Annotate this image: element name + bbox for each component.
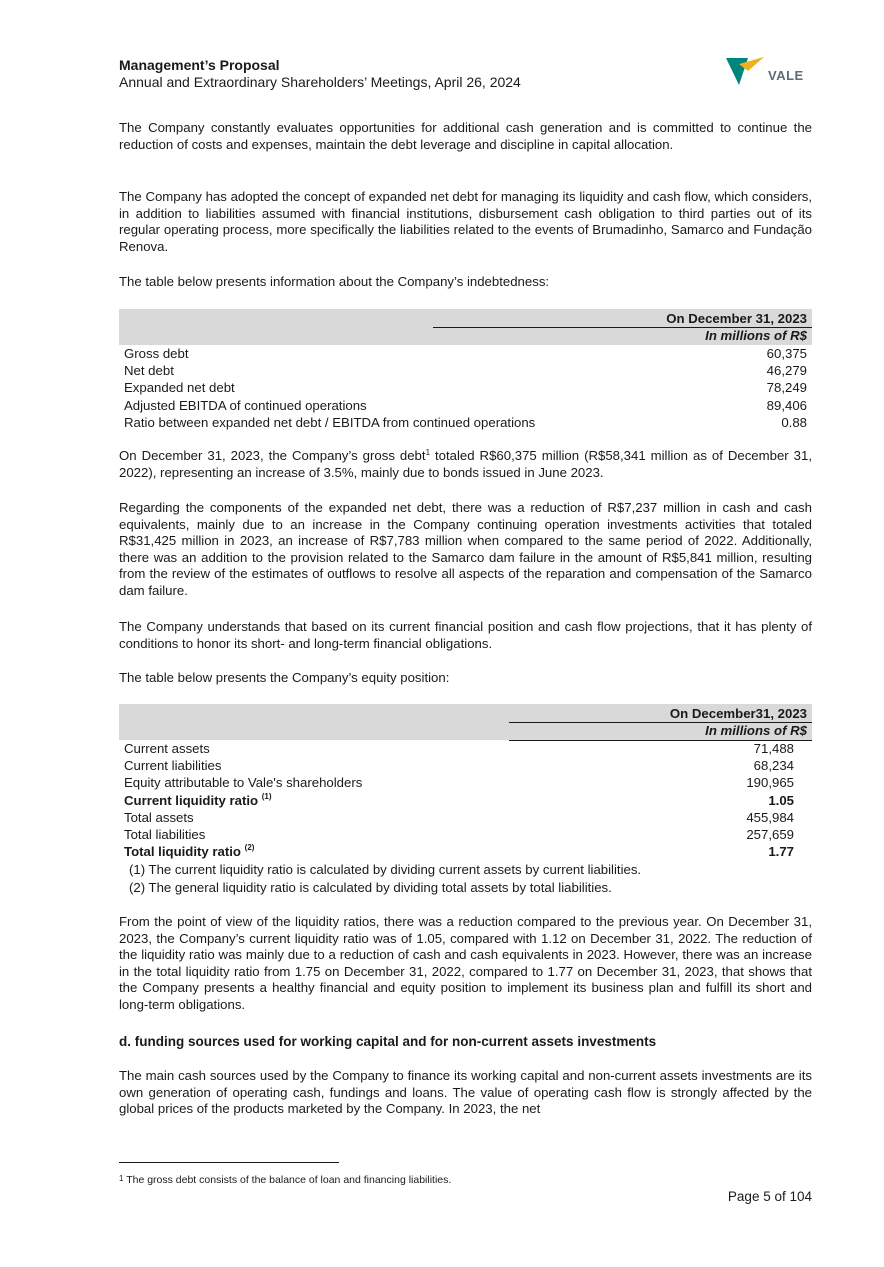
table-header-date: On December 31, 2023 — [666, 311, 807, 326]
table-row: Adjusted EBITDA of continued operations 89,406 — [124, 397, 807, 413]
paragraph-4: On December 31, 2023, the Company’s gross debt$^1$ totaled R$60,375 million (R$58,341 million as of December 31, 2022), representing an increase of 3.5%, mainly due to bonds issued in June 2023. — [119, 448, 812, 480]
table-note: (1) The current liquidity ratio is calculated by dividing current assets by current liabilities. — [129, 862, 642, 877]
paragraph-8: From the point of view of the liquidity ratios, there was a reduction compared to the previous year. On December 31, 2023, the Company’s current liquidity ratio was of 1.05, compared with 1.12 on December 31, 2022. The reduction of the liquidity ratio was mainly due to a reduction of cash and cash equivalents in 2023. However, there was an increase in the total liquidity ratio from 1.75 on December 31, 2022, compared to 1.77 on December 31, 2023, that shows that the Company presents a healthy financial and equity position to implement its business plan and fulfill its short and long-term obligations. — [119, 914, 812, 1012]
table-note: (2) The general liquidity ratio is calculated by dividing total assets by total liabilities. — [129, 879, 612, 895]
footnote — [119, 1174, 451, 1186]
header-subtitle: Annual and Extraordinary Shareholders’ Meetings, April 26, 2024 — [119, 74, 521, 90]
paragraph-5: Regarding the components of the expanded net debt, there was a reduction of R$7,237 million in cash and cash equivalents, mainly due to an increase in the Company continuing operation investments activities that totaled R$31,425 million in 2023, an increase of R$7,783 million when compared to the same period of 2022. Additionally, there was an addition to the provision related to the Samarco dam failure in the amount of R$5,841 million, resulting from the review of the estimates of outflows to resolve all aspects of the reparation and compensation of the Samarco dam failure. — [119, 500, 812, 598]
footnote-ref: 1 — [425, 448, 431, 457]
logo-wordmark: VALE — [768, 68, 804, 83]
table-row: Current liquidity ratio $^{(1)}$ 1.05 — [124, 791, 794, 808]
table-row: Expanded net debt 78,249 — [124, 380, 807, 396]
equity-table — [119, 704, 812, 860]
table-row: Total liabilities 257,659 — [124, 826, 794, 842]
paragraph-6: The Company understands that based on its current financial position and cash flow projections, that it has plenty of conditions to honor its short- and long-term financial obligations. — [119, 619, 812, 651]
footnote-divider — [119, 1162, 339, 1163]
table-row: Net debt 46,279 — [124, 363, 807, 379]
table-row: Current assets 71,488 — [124, 741, 794, 756]
table-row: Total assets 455,984 — [124, 809, 794, 825]
indebtedness-table — [119, 309, 812, 431]
table-row: Gross debt 60,375 — [124, 346, 807, 361]
header-title: Management’s Proposal — [119, 57, 280, 73]
footnote-text: The gross debt consists of the balance of loan and financing liabilities. — [126, 1174, 452, 1186]
table-header — [119, 309, 812, 345]
note-ref: (2) — [244, 843, 255, 853]
section-heading: d. funding sources used for working capital and for non-current assets investments — [119, 1034, 657, 1049]
page-number: Page 5 of 104 — [727, 1189, 812, 1204]
paragraph-2: The Company has adopted the concept of expanded net debt for managing its liquidity and cash flow, which considers, in addition to liabilities assumed with financial institutions, disbursement cash obligation to third parties out of its regular operating process, more specifically the liabilities related to the events of Brumadinho, Samarco and Fundação Renova. — [119, 189, 812, 254]
table-row: Ratio between expanded net debt / EBITDA from continued operations 0.88 — [124, 414, 807, 430]
table-header-unit: In millions of R$ — [705, 328, 807, 343]
vale-logo-icon — [726, 55, 766, 87]
paragraph-1: The Company constantly evaluates opportunities for additional cash generation and is committed to continue the reduction of costs and expenses, maintain the debt leverage and discipline in capital allocation. — [119, 120, 812, 152]
table-notes — [129, 861, 641, 896]
table-row: Equity attributable to Vale's shareholders 190,965 — [124, 775, 794, 791]
table-header-date: On December31, 2023 — [669, 706, 807, 721]
table-row: Current liabilities 68,234 — [124, 758, 794, 774]
note-ref: (1) — [261, 791, 272, 801]
table-row: Total liquidity ratio $^{(2)}$ 1.77 — [124, 843, 794, 860]
paragraph-3: The table below presents information about the Company’s indebtedness: — [119, 274, 550, 289]
vale-logo — [726, 55, 806, 87]
paragraph-9: The main cash sources used by the Company to finance its working capital and non-current assets investments are its own generation of operating cash, fundings and loans. The value of operating cash flow is strongly affected by the global prices of the products marketed by the Company. In 2023, the net — [119, 1068, 812, 1117]
table-header-unit: In millions of R$ — [705, 723, 807, 738]
footnote-marker: 1 — [119, 1174, 124, 1183]
paragraph-7: The table below presents the Company’s equity position: — [119, 670, 450, 685]
table-header — [119, 704, 812, 740]
